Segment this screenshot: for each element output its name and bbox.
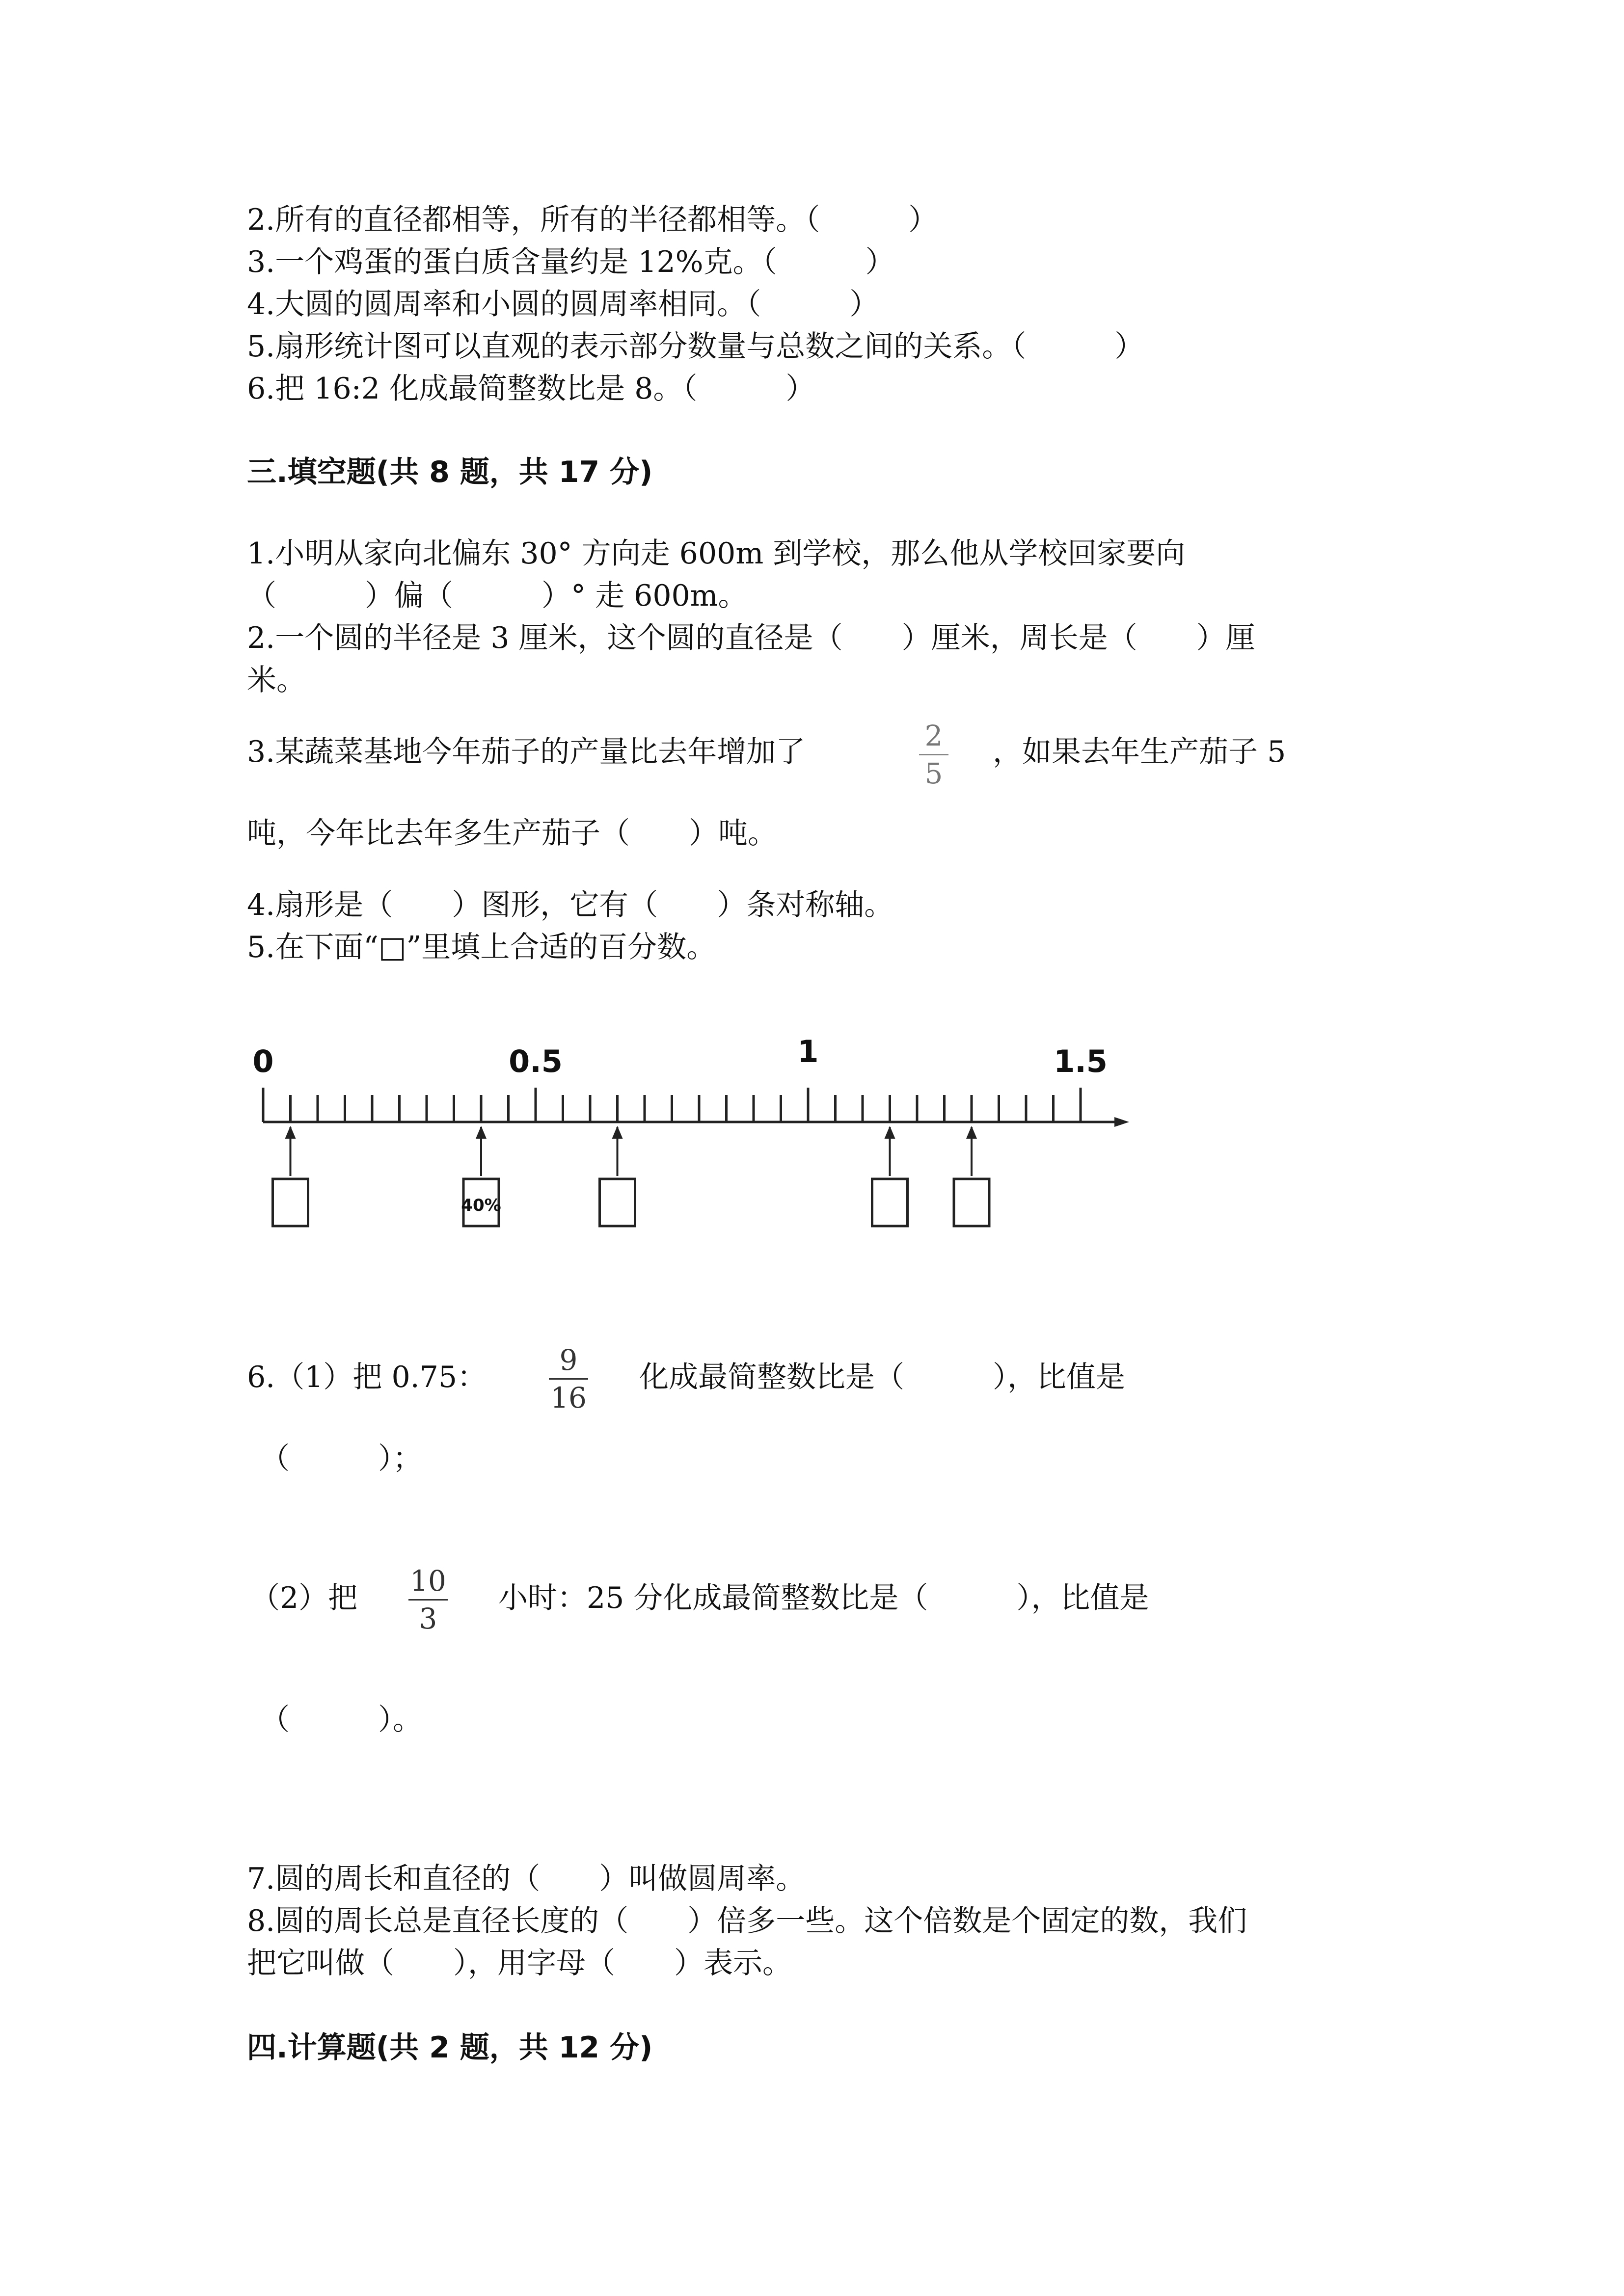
fraction-denominator: 5 [924,757,943,790]
fill-q4: 4.扇形是（ ）图形，它有（ ）条对称轴。 [247,888,894,922]
fill-q6-2-part1: （2）把 [250,1581,358,1615]
fill-q2-line2: 米。 [247,663,306,697]
fill-q6-2-line2: （ ）。 [260,1703,422,1737]
fill-q1-line1: 1.小明从家向北偏东 30° 方向走 600m 到学校，那么他从学校回家要向 [247,536,1186,571]
fill-q6-2-part2: 小时：25 分化成最简整数比是（ ），比值是 [498,1581,1149,1615]
number-line-label: 1 [797,1036,819,1069]
number-line-label: 1.5 [1054,1043,1108,1079]
fraction-numerator: 10 [410,1564,446,1598]
answer-box [954,1179,989,1226]
fill-q8-line2: 把它叫做（ ），用字母（ ）表示。 [247,1946,792,1980]
answer-box [273,1179,308,1226]
pointer-arrow-head [966,1126,977,1139]
pointer-arrow-head [885,1126,895,1139]
judge-item-3: 3.一个鸡蛋的蛋白质含量约是 12%克。（ ） [247,245,895,279]
fraction-denominator: 3 [419,1602,437,1635]
fraction-numerator: 9 [559,1343,578,1377]
fraction-9-16 [549,1345,588,1413]
fraction-bar [408,1599,448,1601]
fraction-2-5 [919,721,948,789]
fill-q1-line2: （ ）偏（ ）° 走 600m。 [247,579,748,613]
answer-box [600,1179,635,1226]
section-3-heading: 三.填空题(共 8 题，共 17 分) [247,455,653,489]
fill-q6-1-part2: 化成最简整数比是（ ），比值是 [639,1360,1125,1394]
judge-item-2: 2.所有的直径都相等，所有的半径都相等。（ ） [247,203,938,237]
fill-q3-line2: 吨，今年比去年多生产茄子（ ）吨。 [247,816,777,851]
fill-q6-1-part1: 6.（1）把 0.75： [247,1360,487,1394]
pointer-arrow-head [612,1126,623,1139]
number-line-figure [245,1036,1149,1261]
number-line-label: 0 [252,1043,274,1079]
judge-item-4: 4.大圆的圆周率和小圆的圆周率相同。（ ） [247,287,879,321]
answer-box [872,1179,908,1226]
pointer-arrow-head [476,1126,487,1139]
fill-q2-line1: 2.一个圆的半径是 3 厘米，这个圆的直径是（ ）厘米，周长是（ ）厘 [247,621,1255,655]
fraction-bar [549,1378,588,1380]
fill-q8-line1: 8.圆的周长总是直径长度的（ ）倍多一些。这个倍数是个固定的数，我们 [247,1904,1247,1938]
answer-box-label: 40% [461,1196,501,1215]
fraction-10-3 [408,1566,448,1634]
section-4-heading: 四.计算题(共 2 题，共 12 分) [247,2030,653,2065]
axis-arrowhead [1114,1117,1129,1127]
fraction-bar [919,754,948,755]
fill-q3-part2: ，如果去年生产茄子 5 [993,735,1286,769]
fraction-numerator: 2 [924,719,943,752]
fill-q7: 7.圆的周长和直径的（ ）叫做圆周率。 [247,1862,806,1896]
fill-q5: 5.在下面“□”里填上合适的百分数。 [247,930,716,964]
fill-q3-part1: 3.某蔬菜基地今年茄子的产量比去年增加了 [247,735,806,769]
judge-item-6: 6.把 16:2 化成最简整数比是 8。（ ） [247,372,815,406]
number-line-label: 0.5 [509,1043,563,1079]
fill-q6-1-line2: （ ）； [260,1442,422,1476]
pointer-arrow-head [285,1126,296,1139]
judge-item-5: 5.扇形统计图可以直观的表示部分数量与总数之间的关系。（ ） [247,329,1144,364]
fraction-denominator: 16 [550,1381,587,1415]
